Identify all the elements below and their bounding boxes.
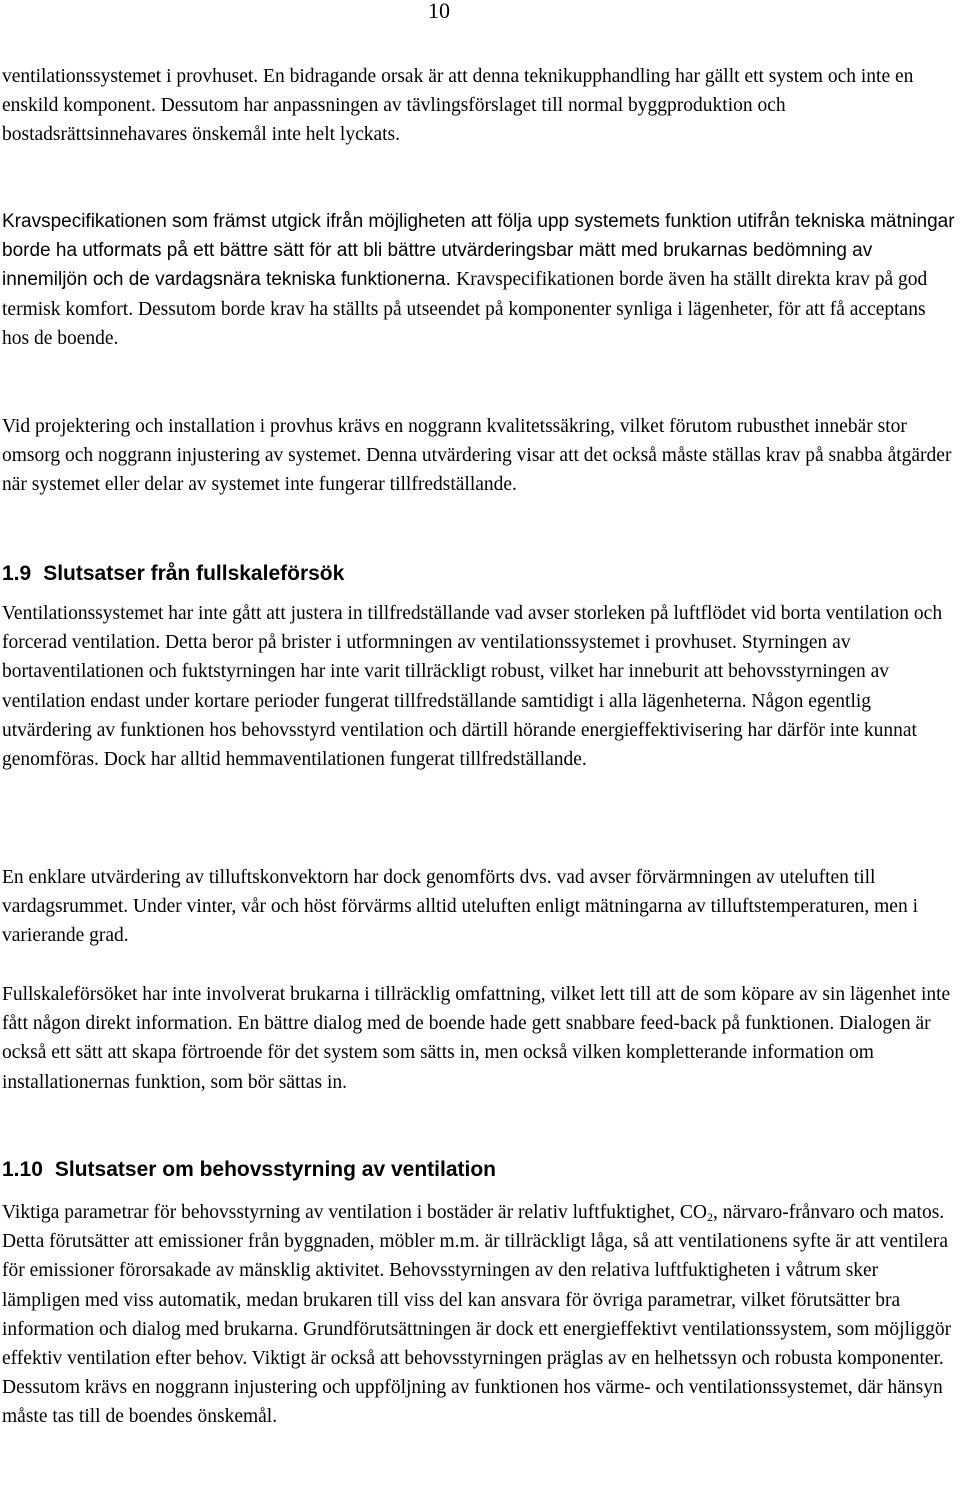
section-number: 1.9 <box>2 562 32 585</box>
section-heading-1-9 <box>2 561 344 587</box>
paragraph-ventilation-intro: ventilationssystemet i provhuset. En bidragande orsak är att denna teknikupphandling har gällt ett system och inte en enskild komponent. Dessutom har anpassningen av tävlingsförslaget till normal byggproduktion och bostadsrättsinnehavares önskemål inte helt lyckats. <box>2 66 914 146</box>
paragraph-tilluftskonvektor: En enklare utvärdering av tilluftskonvektorn har dock genomförts dvs. vad avser förvärmningen av uteluften till vardagsrummet. Under vinter, vår och höst förvärms alltid uteluften enligt mätningarna av tilluftstemperaturen, men i varierande grad. <box>2 867 918 947</box>
paragraph-behovsstyrning-rest: , närvaro-frånvaro och matos. Detta förutsätter att emissioner från byggnaden, möbler m.m. är tillräckligt låga, så att ventilationens syfte är att ventilera för emissioner förorsakade av mänsklig aktivitet. Behovsstyrningen av den relativa luftfuktigheten i våtrum sker lämpligen med viss automatik, medan brukaren till viss del kan ansvara för övriga parametrar, vilket förutsätter bra information och dialog med brukarna. Grundförutsättningen är dock ett energieffektivt ventilationssystem, som möjliggör effektiv ventilation efter behov. Viktigt är också att behovsstyrningen präglas av en helhetssyn och robusta komponenter. Dessutom krävs en noggrann injustering och uppföljning av funktionen hos värme- och ventilationssystemet, där hänsyn måste tas till de boendes önskemål. <box>2 1202 952 1428</box>
paragraph-fullskaleforsok-results: Ventilationssystemet har inte gått att justera in tillfredställande vad avser storleken på luftflödet vid borta ventilation och forcerad ventilation. Detta beror på brister i utformningen av ventilationssystemet i provhuset. Styrningen av bortaventilationen och fuktstyrningen har inte varit tillräckligt robust, vilket har inneburit att behovsstyrningen av ventilation endast under kortare perioder fungerat tillfredställande samtidigt i alla lägenheterna. Någon egentlig utvärdering av funktionen hos behovsstyrd ventilation och därtill hörande energieffektivisering har därför inte kunnat genomföras. Dock har alltid hemmaventilationen fungerat tillfredställande. <box>2 603 943 771</box>
section-title: Slutsatser från fullskaleförsök <box>43 562 345 585</box>
page-number: 10 <box>428 0 450 23</box>
section-title: Slutsatser om behovsstyrning av ventilation <box>54 1158 496 1181</box>
paragraph-behovsstyrning <box>2 1198 956 1432</box>
paragraph-kravspecifikation-part2: Kravspecifikationen borde även ha ställt direkta krav på god termisk komfort. Dessutom borde krav ha ställts på utseendet på komponenter synliga i lägenheter, för att få acceptans hos de boende. <box>2 269 928 349</box>
section-number: 1.10 <box>2 1158 43 1181</box>
paragraph-kravspecifikation <box>2 207 956 353</box>
paragraph-behovsstyrning-start: Viktiga parametrar för behovsstyrning av ventilation i bostäder är relativ luftfuktighet, CO <box>2 1202 707 1223</box>
co2-subscript: 2 <box>706 1210 713 1224</box>
paragraph-brukare: Fullskaleförsöket har inte involverat brukarna i tillräcklig omfattning, vilket lett till att de som köpare av sin lägenhet inte fått någon direkt information. En bättre dialog med de boende hade gett snabbare feed-back på funktionen. Dialogen är också ett sätt att skapa förtroende för det system som sätts in, men också vilken kompletterande information om installationernas funktion, som bör sättas in. <box>2 984 951 1093</box>
section-heading-1-10 <box>2 1157 496 1183</box>
paragraph-projektering: Vid projektering och installation i provhus krävs en noggrann kvalitetssäkring, vilket förutom rubusthet innebär stor omsorg och noggrann injustering av systemet. Denna utvärdering visar att det också måste ställas krav på snabba åtgärder när systemet eller delar av systemet inte fungerar tillfredställande. <box>2 416 952 496</box>
paragraph-kravspecifikation-part1: Kravspecifikationen som främst utgick ifrån möjligheten att följa upp systemets funktion utifrån tekniska mätningar borde ha utformats på ett bättre sätt för att bli bättre utvärderingsbar mätt med brukarnas bedömning av innemiljön och de vardagsnära tekniska funktionerna. <box>2 211 955 291</box>
